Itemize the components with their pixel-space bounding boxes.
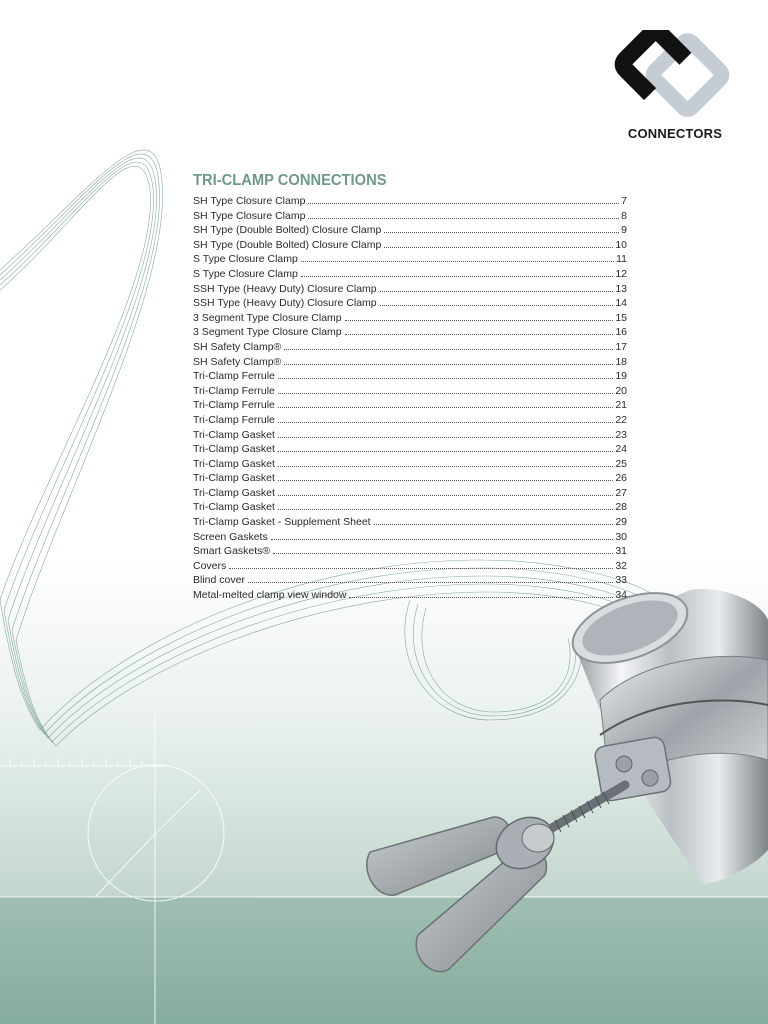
toc-entry-page: 9 xyxy=(621,224,627,237)
toc-entry-page: 29 xyxy=(615,516,627,529)
toc-entry-page: 21 xyxy=(615,399,627,412)
toc-entry[interactable] xyxy=(193,486,627,501)
toc-entry[interactable] xyxy=(193,355,627,370)
toc-entry[interactable] xyxy=(193,588,627,603)
toc-entry-label: SSH Type (Heavy Duty) Closure Clamp xyxy=(193,282,377,295)
ruler-ticks xyxy=(10,758,142,766)
toc-leader-dots xyxy=(278,479,613,481)
toc-entry-page: 8 xyxy=(621,209,627,222)
toc-entry-page: 18 xyxy=(615,355,627,368)
toc-entry[interactable] xyxy=(193,311,627,326)
toc-leader-dots xyxy=(301,275,613,277)
toc-entry-label: SH Type Closure Clamp xyxy=(193,209,306,222)
toc-leader-dots xyxy=(271,538,614,540)
toc-entry-page: 17 xyxy=(615,340,627,353)
toc-entry[interactable] xyxy=(193,398,627,413)
toc-entry-label: Covers xyxy=(193,559,227,572)
toc-entry[interactable] xyxy=(193,194,627,209)
toc-entry-page: 24 xyxy=(615,443,627,456)
toc-entry-page: 23 xyxy=(615,428,627,441)
toc-entry-label: Tri-Clamp Ferrule xyxy=(193,399,275,412)
toc-entry-label: Tri-Clamp Ferrule xyxy=(193,384,275,397)
connectors-logo-icon xyxy=(612,30,738,120)
toc-entry-page: 12 xyxy=(615,267,627,280)
toc-leader-dots xyxy=(278,436,613,438)
toc-entry-label: Smart Gaskets® xyxy=(193,545,271,558)
toc-entry[interactable] xyxy=(193,413,627,428)
toc-entry-label: SSH Type (Heavy Duty) Closure Clamp xyxy=(193,297,377,310)
toc-entry-page: 27 xyxy=(615,486,627,499)
toc-entry-label: 3 Segment Type Closure Clamp xyxy=(193,311,342,324)
toc-entry-label: Tri-Clamp Gasket xyxy=(193,472,275,485)
toc-entry[interactable] xyxy=(193,325,627,340)
toc-leader-dots xyxy=(273,552,613,554)
toc-leader-dots xyxy=(349,596,613,598)
table-of-contents xyxy=(193,171,627,603)
toc-leader-dots xyxy=(384,246,613,248)
toc-leader-dots xyxy=(278,465,613,467)
toc-leader-dots xyxy=(374,523,614,525)
toc-leader-dots xyxy=(278,450,613,452)
toc-entry[interactable] xyxy=(193,223,627,238)
toc-leader-dots xyxy=(284,348,613,350)
toc-entry[interactable] xyxy=(193,209,627,224)
toc-entry-label: Tri-Clamp Gasket xyxy=(193,457,275,470)
toc-entry[interactable] xyxy=(193,428,627,443)
toc-leader-dots xyxy=(278,508,613,510)
toc-entry[interactable] xyxy=(193,471,627,486)
logo-caption: CONNECTORS xyxy=(627,126,723,141)
toc-entry[interactable] xyxy=(193,530,627,545)
toc-entry[interactable] xyxy=(193,252,627,267)
toc-leader-dots xyxy=(278,406,613,408)
toc-leader-dots xyxy=(284,363,613,365)
toc-entry-label: Tri-Clamp Gasket xyxy=(193,501,275,514)
toc-entry-label: S Type Closure Clamp xyxy=(193,253,298,266)
toc-entry[interactable] xyxy=(193,238,627,253)
toc-entry[interactable] xyxy=(193,442,627,457)
toc-entry-label: SH Type (Double Bolted) Closure Clamp xyxy=(193,238,382,251)
toc-entry-label: 3 Segment Type Closure Clamp xyxy=(193,326,342,339)
toc-entry[interactable] xyxy=(193,515,627,530)
toc-entry[interactable] xyxy=(193,384,627,399)
toc-leader-dots xyxy=(308,202,619,204)
toc-entry[interactable] xyxy=(193,282,627,297)
toc-entry-page: 26 xyxy=(615,472,627,485)
toc-leader-dots xyxy=(278,494,613,496)
toc-leader-dots xyxy=(301,260,614,262)
toc-entry-label: SH Safety Clamp® xyxy=(193,340,282,353)
toc-leader-dots xyxy=(278,377,613,379)
toc-entry-label: Tri-Clamp Gasket - Supplement Sheet xyxy=(193,516,371,529)
toc-entry-label: Tri-Clamp Gasket xyxy=(193,486,275,499)
toc-entry-page: 31 xyxy=(615,545,627,558)
toc-leader-dots xyxy=(380,290,614,292)
toc-leader-dots xyxy=(278,421,613,423)
toc-entry-page: 7 xyxy=(621,195,627,207)
toc-entry[interactable] xyxy=(193,573,627,588)
toc-entry-page: 20 xyxy=(615,384,627,397)
toc-entry-page: 19 xyxy=(615,370,627,383)
toc-entry-page: 11 xyxy=(616,253,627,266)
toc-entry[interactable] xyxy=(193,340,627,355)
toc-title: TRI-CLAMP CONNECTIONS xyxy=(193,172,387,189)
toc-entry-label: Blind cover xyxy=(193,574,245,587)
toc-entry-page: 25 xyxy=(615,457,627,470)
toc-entry-page: 10 xyxy=(615,238,627,251)
toc-entry-label: Tri-Clamp Ferrule xyxy=(193,370,275,383)
toc-entry-page: 22 xyxy=(615,413,627,426)
toc-list xyxy=(193,194,627,603)
toc-entry[interactable] xyxy=(193,457,627,472)
toc-entry[interactable] xyxy=(193,500,627,515)
toc-leader-dots xyxy=(278,392,613,394)
toc-entry-page: 28 xyxy=(615,501,627,514)
toc-leader-dots xyxy=(345,319,614,321)
toc-leader-dots xyxy=(248,581,613,583)
toc-entry-label: Metal-melted clamp view window xyxy=(193,589,347,602)
toc-leader-dots xyxy=(384,231,619,233)
toc-entry-page: 33 xyxy=(615,574,627,587)
toc-leader-dots xyxy=(380,304,614,306)
toc-entry-page: 13 xyxy=(615,282,627,295)
toc-entry-label: Tri-Clamp Ferrule xyxy=(193,413,275,426)
toc-entry-label: S Type Closure Clamp xyxy=(193,267,298,280)
toc-entry-page: 16 xyxy=(615,326,627,339)
toc-entry-label: SH Safety Clamp® xyxy=(193,355,282,368)
toc-entry-page: 30 xyxy=(615,530,627,543)
toc-entry-label: SH Type (Double Bolted) Closure Clamp xyxy=(193,224,382,237)
toc-entry-label: Tri-Clamp Gasket xyxy=(193,428,275,441)
brand-logo xyxy=(612,30,738,125)
toc-entry[interactable] xyxy=(193,559,627,574)
toc-entry[interactable] xyxy=(193,369,627,384)
toc-leader-dots xyxy=(229,567,613,569)
toc-entry-label: SH Type Closure Clamp xyxy=(193,195,306,207)
toc-entry-page: 15 xyxy=(615,311,627,324)
toc-entry-label: Tri-Clamp Gasket xyxy=(193,443,275,456)
toc-leader-dots xyxy=(308,217,619,219)
toc-entry[interactable] xyxy=(193,296,627,311)
toc-entry-label: Screen Gaskets xyxy=(193,530,268,543)
clamp-illustration xyxy=(367,579,768,971)
toc-entry-page: 34 xyxy=(615,589,627,602)
toc-entry-page: 14 xyxy=(615,297,627,310)
toc-entry[interactable] xyxy=(193,544,627,559)
toc-leader-dots xyxy=(345,333,614,335)
toc-entry[interactable] xyxy=(193,267,627,282)
toc-entry-page: 32 xyxy=(615,559,627,572)
